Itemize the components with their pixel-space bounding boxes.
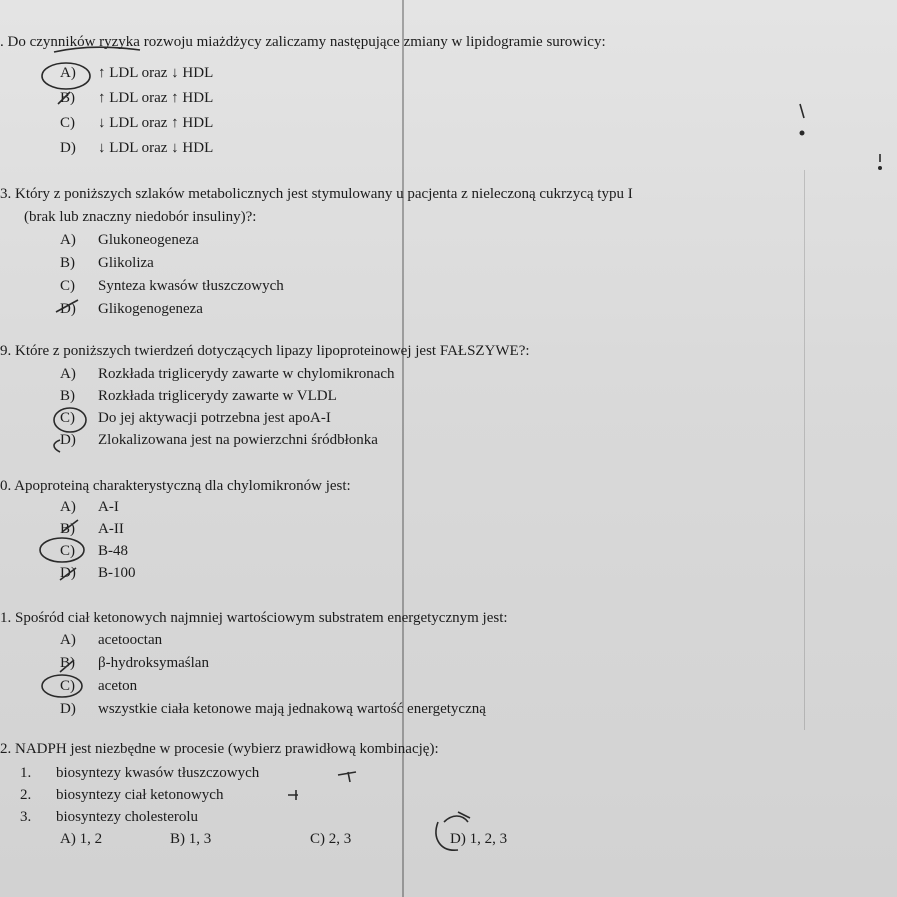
choice-d: D) 1, 2, 3: [450, 831, 508, 847]
question-stem: 3. Który z poniższych szlaków metabolicznych jest stymulowany u pacjenta z nieleczoną cukrzycą typu I: [0, 186, 633, 202]
question-stem: 0. Apoproteiną charakterystyczną dla chylomikronów jest:: [0, 478, 351, 494]
option-a: A) Glukoneogeneza: [60, 232, 199, 248]
question-stem: 9. Które z poniższych twierdzeń dotyczących lipazy lipoproteinowej jest FAŁSZYWE?:: [0, 343, 530, 359]
option-a: A) Rozkłada triglicerydy zawarte w chylomikronach: [60, 366, 395, 382]
option-b: B) ↑ LDL oraz ↑ HDL: [60, 90, 214, 106]
choice-b: B) 1, 3: [170, 831, 212, 847]
option-b: B) A-II: [60, 521, 124, 537]
option-d: D) B-100: [60, 565, 136, 581]
pen-dot: [878, 166, 882, 170]
pen-tick: [288, 790, 298, 800]
option-a: A) A-I: [60, 499, 119, 515]
option-c: C) aceton: [60, 678, 138, 694]
option-d: D) wszystkie ciała ketonowe mają jednakową wartość energetyczną: [60, 701, 486, 717]
paper-fold: [804, 170, 805, 730]
option-b: B) Rozkłada triglicerydy zawarte w VLDL: [60, 388, 337, 404]
option-d: D) Zlokalizowana jest na powierzchni śródbłonka: [60, 432, 378, 448]
pen-tick: [338, 772, 356, 782]
option-b: B) Glikoliza: [60, 255, 154, 271]
option-c: C) Do jej aktywacji potrzebna jest apoA-I: [60, 410, 331, 426]
item-3: 3. biosyntezy cholesterolu: [20, 809, 199, 825]
option-c: C) ↓ LDL oraz ↑ HDL: [60, 115, 214, 131]
option-d: D) Glikogenogeneza: [60, 301, 203, 317]
item-2: 2. biosyntezy ciał ketonowych: [20, 787, 224, 803]
pen-dot: [800, 131, 805, 136]
option-d: D) ↓ LDL oraz ↓ HDL: [60, 140, 214, 156]
item-1: 1. biosyntezy kwasów tłuszczowych: [20, 765, 260, 781]
choice-c: C) 2, 3: [310, 831, 352, 847]
question-stem: 2. NADPH jest niezbędne w procesie (wybierz prawidłową kombinację):: [0, 741, 439, 757]
question-stem: . Do czynników ryzyka rozwoju miażdżycy zaliczamy następujące zmiany w lipidogramie surowicy:: [0, 34, 606, 50]
option-c: C) B-48: [60, 543, 128, 559]
question-stem: 1. Spośród ciał ketonowych najmniej wartościowym substratem energetycznym jest:: [0, 610, 508, 626]
option-a: A) acetooctan: [60, 632, 163, 648]
question-stem-continued: (brak lub znaczny niedobór insuliny)?:: [24, 209, 257, 225]
pen-slash: [800, 104, 804, 118]
option-c: C) Synteza kwasów tłuszczowych: [60, 278, 284, 294]
choice-a: A) 1, 2: [60, 831, 103, 847]
option-b: B) β-hydroksymaślan: [60, 655, 209, 671]
option-a: A) ↑ LDL oraz ↓ HDL: [60, 65, 214, 81]
paper-fold: [402, 0, 404, 897]
